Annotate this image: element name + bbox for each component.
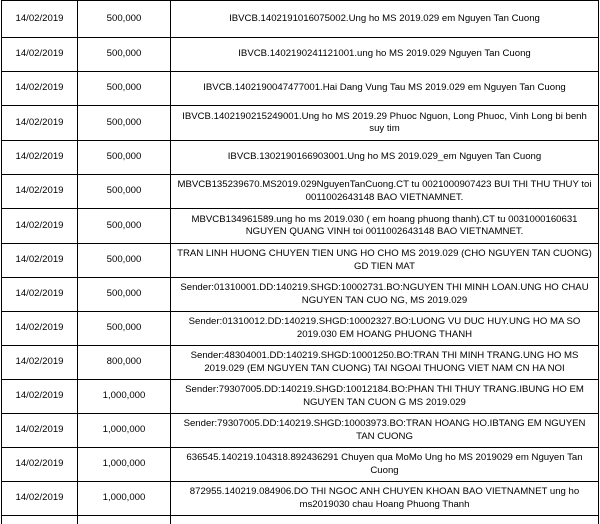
date-cell: 14/02/2019 [2,448,78,482]
description-cell: Sender:01310012.DD:140219.SHGD:10002327.BO:LUONG VU DUC HUY.UNG HO MA SO 2019.030 EM HOANG PHUONG THANH [171,312,599,346]
description-cell: IBVCB.1402190047477001.Hai Dang Vung Tau MS 2019.029 em Nguyen Tan Cuong [171,72,599,106]
table-row [2,38,599,72]
date-cell: 14/02/2019 [2,312,78,346]
amount-cell: 500,000 [78,38,171,72]
description-cell [171,516,599,524]
amount-cell: 1,000,000 [78,380,171,414]
amount-cell: 500,000 [78,175,171,209]
date-cell: 14/02/2019 [2,380,78,414]
description-cell: MBVCB135239670.MS2019.029NguyenTanCuong.CT tu 0021000907423 BUI THI THU THUY toi 0011002643148 BAO VIETNAMNET. [171,175,599,209]
table-row [2,141,599,175]
date-cell: 14/02/2019 [2,106,78,141]
amount-cell: 500,000 [78,1,171,38]
table-row [2,482,599,516]
table-row [2,175,599,209]
table-row [2,516,599,524]
table-row [2,346,599,380]
amount-cell: 500,000 [78,312,171,346]
table-row [2,380,599,414]
table-row [2,414,599,448]
description-cell: IBVCB.1402190215249001.Ung ho MS 2019.29 Phuoc Nguon, Long Phuoc, Vinh Long bi benh suy tim [171,106,599,141]
date-cell: 14/02/2019 [2,72,78,106]
table-row [2,72,599,106]
amount-cell: 500,000 [78,244,171,278]
table-row [2,1,599,38]
description-cell: 636545.140219.104318.892436291 Chuyen qua MoMo Ung ho MS 2019029 em Nguyen Tan Cuong [171,448,599,482]
description-cell: IBVCB.1302190166903001.Ung ho MS 2019.029_em Nguyen Tan Cuong [171,141,599,175]
date-cell: 14/02/2019 [2,141,78,175]
table-row [2,448,599,482]
amount-cell: 500,000 [78,106,171,141]
table-row [2,312,599,346]
description-cell: Sender:48304001.DD:140219.SHGD:10001250.BO:TRAN THI MINH TRANG.UNG HO MS 2019.029 (EM NGUYEN TAN CUONG) TAI NGOAI THUONG VIET NAM CN HA NOI [171,346,599,380]
amount-cell: 500,000 [78,72,171,106]
date-cell: 14/02/2019 [2,414,78,448]
description-cell: IBVCB.1402191016075002.Ung ho MS 2019.029 em Nguyen Tan Cuong [171,1,599,38]
donation-table [1,0,599,524]
date-cell: 14/02/2019 [2,346,78,380]
date-cell: 14/02/2019 [2,38,78,72]
date-cell: 14/02/2019 [2,244,78,278]
date-cell [2,516,78,524]
amount-cell [78,516,171,524]
table-row [2,244,599,278]
amount-cell: 1,000,000 [78,448,171,482]
date-cell: 14/02/2019 [2,278,78,312]
amount-cell: 1,000,000 [78,414,171,448]
table-row [2,209,599,244]
table-row [2,106,599,141]
description-cell: Sender:79307005.DD:140219.SHGD:10012184.BO:PHAN THI THUY TRANG.IBUNG HO EM NGUYEN TAN CUON G MS 2019.029 [171,380,599,414]
table-row [2,278,599,312]
amount-cell: 500,000 [78,209,171,244]
date-cell: 14/02/2019 [2,482,78,516]
amount-cell: 500,000 [78,141,171,175]
date-cell: 14/02/2019 [2,1,78,38]
amount-cell: 500,000 [78,278,171,312]
description-cell: TRAN LINH HUONG CHUYEN TIEN UNG HO CHO MS 2019.029 (CHO NGUYEN TAN CUONG) GD TIEN MAT [171,244,599,278]
date-cell: 14/02/2019 [2,209,78,244]
description-cell: MBVCB134961589.ung ho ms 2019.030 ( em hoang phuong thanh).CT tu 0031000160631 NGUYEN QUANG VINH toi 0011002643148 BAO VIETNAMNET. [171,209,599,244]
amount-cell: 800,000 [78,346,171,380]
date-cell: 14/02/2019 [2,175,78,209]
description-cell: Sender:79307005.DD:140219.SHGD:10003973.BO:TRAN HOANG HO.IBTANG EM NGUYEN TAN CUONG [171,414,599,448]
description-cell: Sender:01310001.DD:140219.SHGD:10002731.BO:NGUYEN THI MINH LOAN.UNG HO CHAU NGUYEN TAN CUO NG, MS 2019.029 [171,278,599,312]
description-cell: IBVCB.1402190241121001.ung ho MS 2019.029 Nguyen Tan Cuong [171,38,599,72]
description-cell: 872955.140219.084906.DO THI NGOC ANH CHUYEN KHOAN BAO VIETNAMNET ung ho ms2019030 chau Hoang Phuong Thanh [171,482,599,516]
amount-cell: 1,000,000 [78,482,171,516]
